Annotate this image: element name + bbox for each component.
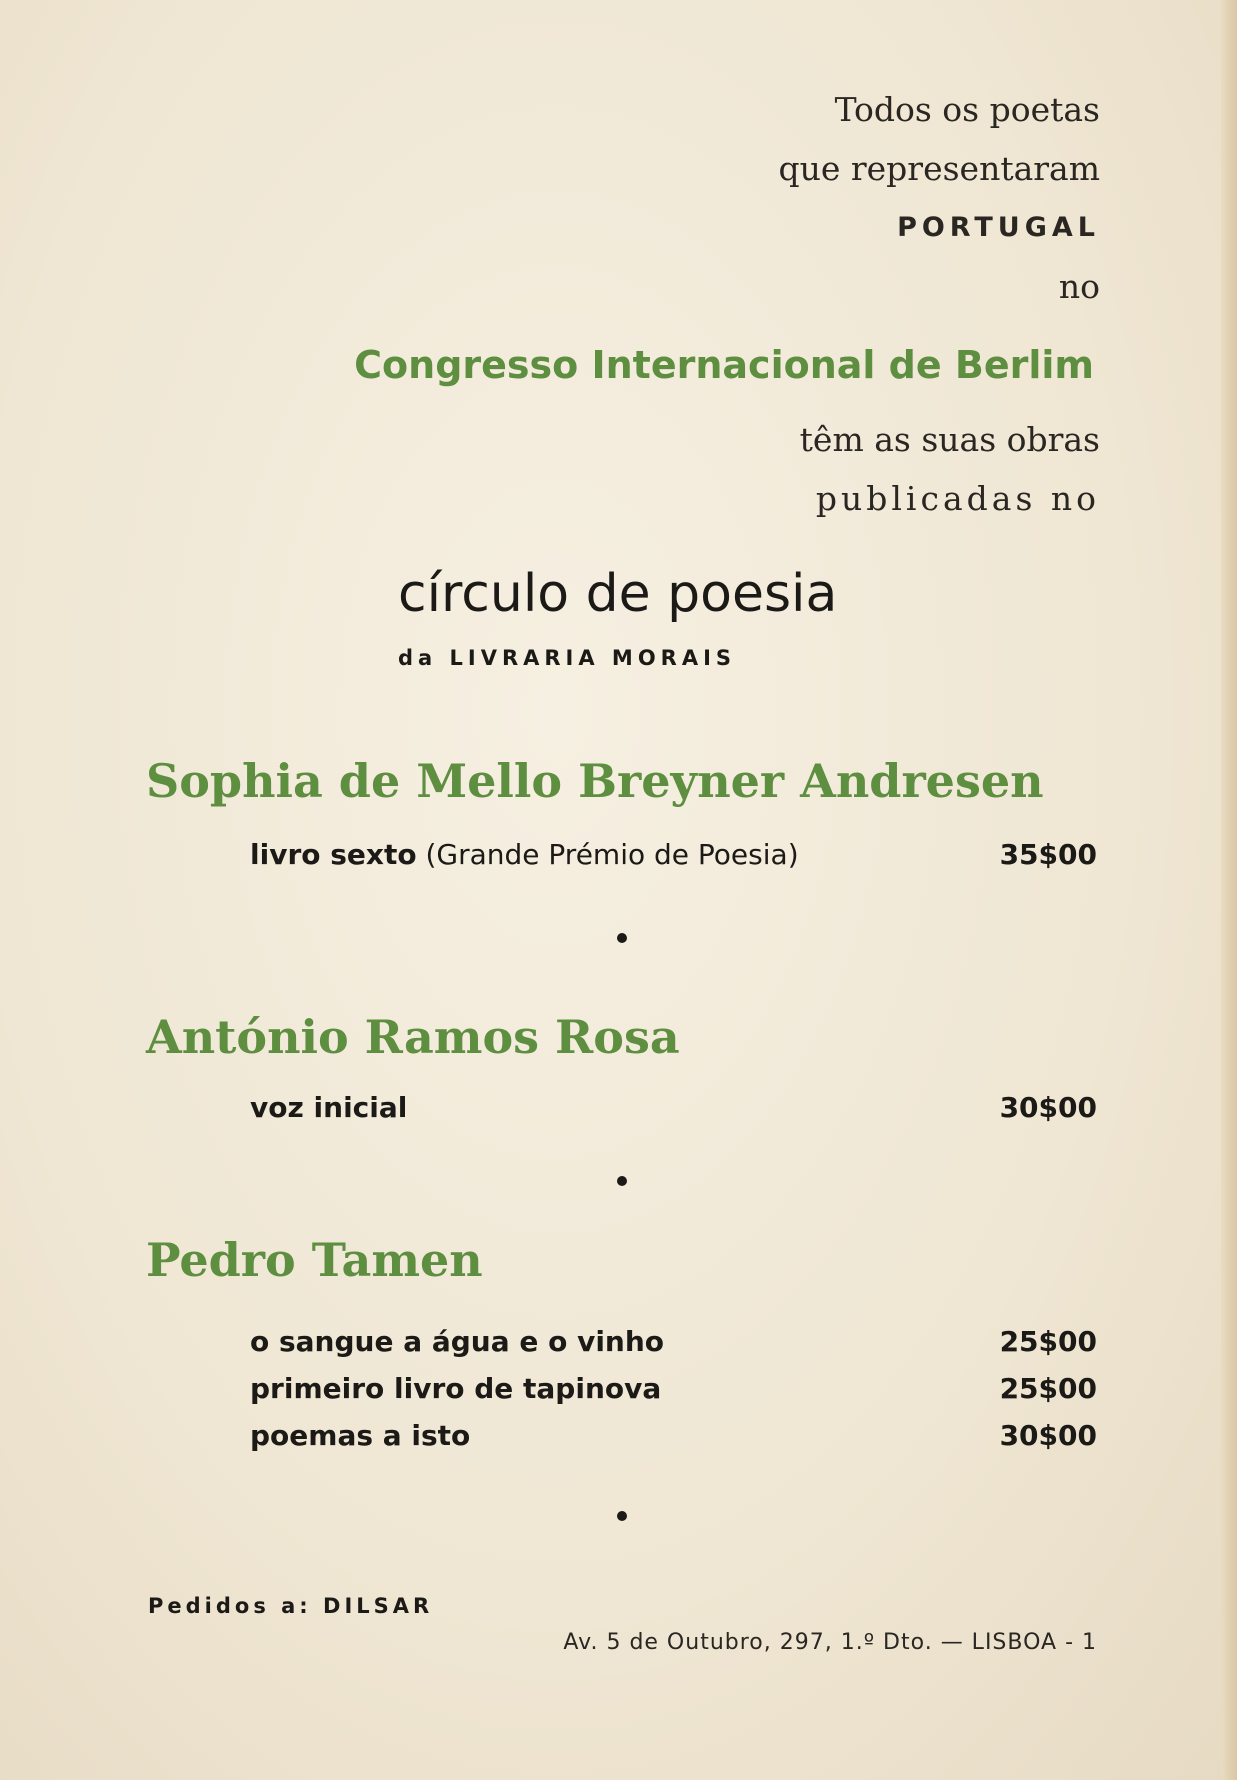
publisher-name: da LIVRARIA MORAIS xyxy=(398,646,737,670)
book-entry xyxy=(250,1365,1097,1411)
book-title: o sangue a água e o vinho xyxy=(250,1324,665,1358)
book-title-group xyxy=(250,838,799,871)
separator-bullet xyxy=(617,1176,627,1186)
book-entry xyxy=(250,1412,1097,1458)
book-price: 30$00 xyxy=(999,1090,1097,1124)
intro-portugal: PORTUGAL xyxy=(897,212,1100,243)
author-name: Sophia de Mello Breyner Andresen xyxy=(146,754,1044,808)
book-title: poemas a isto xyxy=(250,1418,471,1452)
page-edge xyxy=(1221,0,1237,1780)
intro-line-5: têm as suas obras xyxy=(799,420,1100,459)
intro-line-2: que representaram xyxy=(778,149,1100,188)
author-name: António Ramos Rosa xyxy=(146,1010,680,1064)
book-price: 30$00 xyxy=(999,1418,1097,1452)
book-entry xyxy=(250,1318,1097,1364)
book-title: livro sexto xyxy=(250,837,417,871)
orders-label: Pedidos a: DILSAR xyxy=(148,1594,434,1618)
congress-title: Congresso Internacional de Berlim xyxy=(354,343,1094,387)
intro-line-6: publicadas no xyxy=(815,479,1100,518)
intro-block xyxy=(680,80,1100,316)
separator-bullet xyxy=(617,1511,627,1521)
book-title: primeiro livro de tapinova xyxy=(250,1371,662,1405)
book-note: (Grande Prémio de Poesia) xyxy=(416,837,799,871)
book-price: 25$00 xyxy=(999,1324,1097,1358)
orders-address: Av. 5 de Outubro, 297, 1.º Dto. — LISBOA - 1 xyxy=(563,1630,1097,1655)
intro-line-1: Todos os poetas xyxy=(834,90,1100,129)
author-name: Pedro Tamen xyxy=(146,1233,483,1287)
book-title: voz inicial xyxy=(250,1090,408,1124)
intro-block-2 xyxy=(680,410,1100,528)
series-title: círculo de poesia xyxy=(398,564,838,624)
intro-line-4: no xyxy=(1058,267,1100,306)
book-price: 35$00 xyxy=(999,837,1097,871)
book-price: 25$00 xyxy=(999,1371,1097,1405)
book-entry xyxy=(250,831,1097,877)
separator-bullet xyxy=(617,933,627,943)
book-entry xyxy=(250,1084,1097,1130)
